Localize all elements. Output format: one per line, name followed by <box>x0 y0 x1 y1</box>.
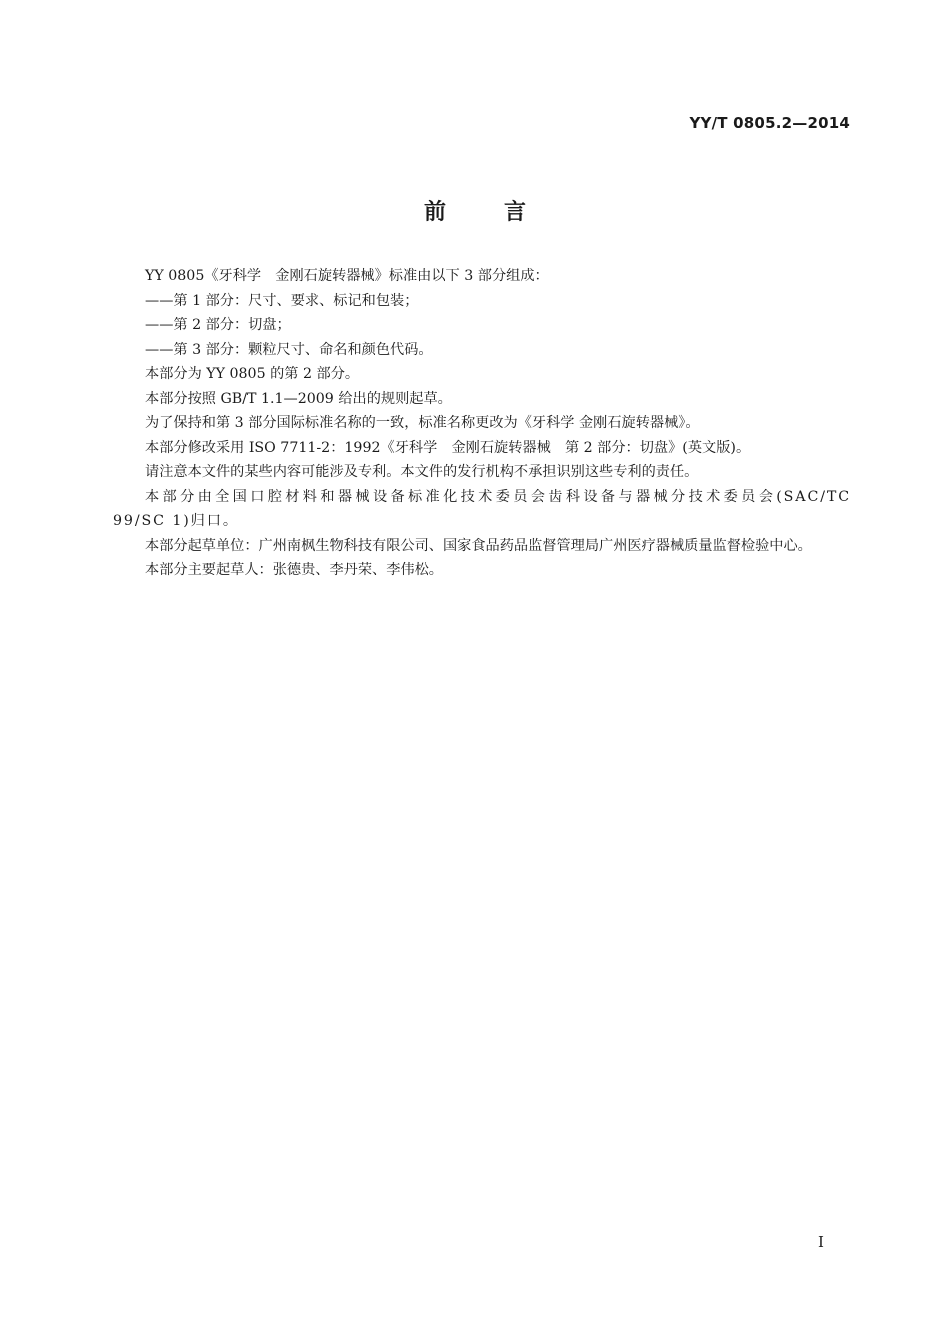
list-item-part-3: ——第 3 部分：颗粒尺寸、命名和颜色代码。 <box>145 341 433 358</box>
paragraph-patent-notice: 请注意本文件的某些内容可能涉及专利。本文件的发行机构不承担识别这些专利的责任。 <box>145 464 699 480</box>
page-title <box>0 195 950 226</box>
page-number: I <box>818 1233 824 1251</box>
title-char-2: 言 <box>504 200 527 225</box>
paragraph-part-statement: 本部分为 YY 0805 的第 2 部分。 <box>145 366 360 382</box>
list-item-part-2: ——第 2 部分：切盘； <box>145 317 291 333</box>
paragraph-drafting-units: 本部分起草单位：广州南枫生物科技有限公司、国家食品药品监督管理局广州医疗器械质量监督检验中心。 <box>145 537 812 554</box>
standard-code: YY/T 0805.2—2014 <box>689 114 850 132</box>
paragraph-drafters: 本部分主要起草人：张德贵、李丹荣、李伟松。 <box>145 562 443 578</box>
title-char-1: 前 <box>423 200 446 225</box>
paragraph-committee: 本部分由全国口腔材料和器械设备标准化技术委员会齿科设备与器械分技术委员会(SAC/TC 99/SC 1)归口。 <box>113 488 851 529</box>
paragraph-composition: YY 0805《牙科学 金刚石旋转器械》标准由以下 3 部分组成： <box>145 268 549 284</box>
paragraph-name-change: 为了保持和第 3 部分国际标准名称的一致，标准名称更改为《牙科学 金刚石旋转器械》。 <box>145 415 700 431</box>
paragraph-drafting-rules: 本部分按照 GB/T 1.1—2009 给出的规则起草。 <box>145 390 452 407</box>
list-item-part-1: ——第 1 部分：尺寸、要求、标记和包装； <box>145 292 419 309</box>
foreword-body <box>113 264 851 583</box>
paragraph-iso-adoption: 本部分修改采用 ISO 7711-2：1992《牙科学 金刚石旋转器械 第 2 部分：切盘》(英文版)。 <box>145 439 751 456</box>
